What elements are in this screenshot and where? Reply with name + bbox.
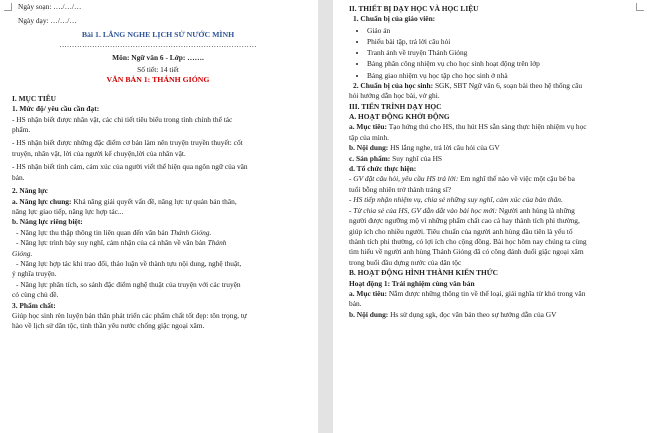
dotted-separator: …………………………………………………………………… (59, 40, 257, 50)
objective: a. Mục tiêu: Nắm được những thông tin về thể loại, giải nghĩa từ khó trong văn (349, 288, 586, 298)
subsection-qualities: 3. Phẩm chất: (12, 300, 56, 310)
paragraph: Gióng. (12, 248, 33, 258)
paragraph: hỏi hướng dẫn học bài, vở ghi. (349, 91, 440, 101)
margin-corner-mark (636, 3, 644, 11)
paragraph: truyện, nhân vật, lời của người kể chuyện,lời của nhân vật. (12, 148, 186, 158)
activity-1-heading: Hoạt động 1: Trải nghiệm cùng văn bản (349, 278, 475, 288)
general-competency: a. Năng lực chung: Khả năng giải quyết vấn đề, năng lực tự quản bản thân, (12, 196, 237, 206)
paragraph: người được ngưỡng mộ vì những phẩm chất cao cả hay thành tích phi thường, (349, 216, 580, 226)
date-taught: Ngày dạy: …/…/… (18, 16, 77, 26)
paragraph: - GV đặt câu hỏi, yêu cầu HS trả lời: Em nghĩ thế nào về việc một cậu bé ba (349, 174, 575, 184)
paragraph: - Năng lực phân tích, so sánh đặc điểm nghệ thuật của truyện với các truyện (16, 279, 241, 289)
paragraph: - HS nhận biết tình cảm, cảm xúc của người viết thể hiện qua ngôn ngữ của văn (12, 162, 248, 172)
paragraph: tuổi bỗng nhiên trở thành tráng sĩ? (349, 184, 452, 194)
subsection-competencies: 2. Năng lực (12, 186, 48, 196)
date-prepared: Ngày soạn: …./…/… (18, 2, 82, 11)
paragraph: - HS tiếp nhận nhiệm vụ, chia sẻ những suy nghĩ, cảm xúc của bản thân. (349, 195, 563, 205)
text-title: VĂN BẢN 1: THÁNH GIÓNG (106, 75, 210, 85)
margin-corner-mark (4, 3, 12, 11)
specific-competency-label: b. Năng lực riêng biệt: (12, 217, 83, 227)
paragraph: phẩm. (12, 125, 31, 135)
paragraph: bản. (12, 172, 25, 182)
section-objectives: I. MỤC TIÊU (12, 93, 57, 103)
subject-class: Môn: Ngữ văn 6 - Lớp: ……. (112, 52, 204, 62)
paragraph: bản. (349, 299, 362, 309)
document-page-left (0, 0, 318, 433)
list-item: • Bảng phân công nhiệm vụ cho học sinh hoạt động trên lớp (367, 58, 640, 69)
objective: a. Mục tiêu: Tạo hứng thú cho HS, thu hút HS sẵn sàng thực hiện nhiệm vụ học (349, 122, 587, 132)
paragraph: trong buổi đầu dựng nước của dân tộc (349, 257, 462, 267)
document-page-right (333, 0, 650, 433)
content: b. Nội dung: Hs sử dụng sgk, đọc văn bản theo sự hướng dẫn của GV (349, 309, 557, 319)
paragraph: tìm hiểu về người anh hùng Thánh Gióng đã có công đánh đuổi giặc ngoại xâm (349, 247, 584, 257)
section-process: III. TIẾN TRÌNH DẠY HỌC (349, 101, 442, 111)
subsection-teacher-prep: 1. Chuẩn bị của giáo viên: (353, 14, 436, 24)
general-competency-label: a. Năng lực chung: (12, 196, 72, 206)
paragraph: - Từ chia sẻ của HS, GV dẫn dắt vào bài học mới: Người anh hùng là những (349, 205, 575, 215)
organization-label: d. Tổ chức thực hiện: (349, 164, 417, 174)
paragraph: - HS nhận biết được nhân vật, các chi tiết tiêu biểu trong tính chỉnh thể tác (12, 114, 233, 124)
paragraph: có cùng chủ đề. (12, 290, 59, 300)
section-equipment: II. THIẾT BỊ DẠY HỌC VÀ HỌC LIỆU (349, 4, 479, 13)
paragraph: - HS nhận biết được những đặc điểm cơ bản làm nên truyện truyền thuyết: cốt (12, 138, 243, 148)
list-item: • Phiếu bài tập, trả lời câu hỏi (367, 36, 640, 47)
student-prep: 2. Chuẩn bị của học sinh: SGK, SBT Ngữ văn 6, soạn bài theo hệ thống câu (353, 80, 583, 90)
paragraph: giúp ích cho nhiều người. Tiêu chuẩn của người anh hùng đầu tiên là yếu tố (349, 226, 573, 236)
paragraph: - Năng lực thu thập thông tin liên quan đến văn bản Thánh Gióng. (16, 227, 212, 237)
teacher-materials-list (349, 25, 640, 81)
content: b. Nội dung: HS lắng nghe, trả lời câu hỏi của GV (349, 143, 500, 153)
paragraph: ý nghĩa truyện. (12, 269, 57, 279)
paragraph: Giúp học sinh rèn luyện bản thân phát triển các phẩm chất tốt đẹp: tôn trọng, tự (12, 310, 247, 320)
list-item: • Tranh ảnh về truyện Thánh Gióng (367, 47, 640, 58)
paragraph: tập của mình. (349, 132, 390, 142)
paragraph: năng lực giao tiếp, năng lực hợp tác... (12, 206, 124, 216)
paragraph: - Năng lực hợp tác khi trao đổi, thảo luận về thành tựu nội dung, nghệ thuật, (16, 258, 242, 268)
activity-a-heading: A. HOẠT ĐỘNG KHỞI ĐỘNG (349, 112, 450, 122)
list-item: • Bảng giao nhiệm vụ học tập cho học sinh ở nhà (367, 70, 640, 81)
page-gap (318, 0, 333, 433)
periods: Số tiết: 14 tiết (137, 65, 179, 75)
product: c. Sản phẩm: Suy nghĩ của HS (349, 153, 443, 163)
paragraph: thành tích phi thường, có lợi ích cho cộng đồng. Bài học hôm nay chúng ta cùng (349, 236, 587, 246)
activity-b-heading: B. HOẠT ĐỘNG HÌNH THÀNH KIẾN THỨC (349, 268, 498, 278)
list-item: • Giáo án (367, 25, 640, 36)
paragraph: - Năng lực trình bày suy nghĩ, cảm nhận của cá nhân về văn bản Thánh (16, 238, 227, 248)
subsection-requirements: 1. Mức độ/ yêu cầu cần đạt: (12, 104, 100, 114)
paragraph: hào về lịch sử dân tộc, tinh thần yêu nước chống giặc ngoại xâm. (12, 321, 205, 331)
lesson-title: Bài 1. LẮNG NGHE LỊCH SỬ NƯỚC MÌNH (81, 29, 235, 39)
